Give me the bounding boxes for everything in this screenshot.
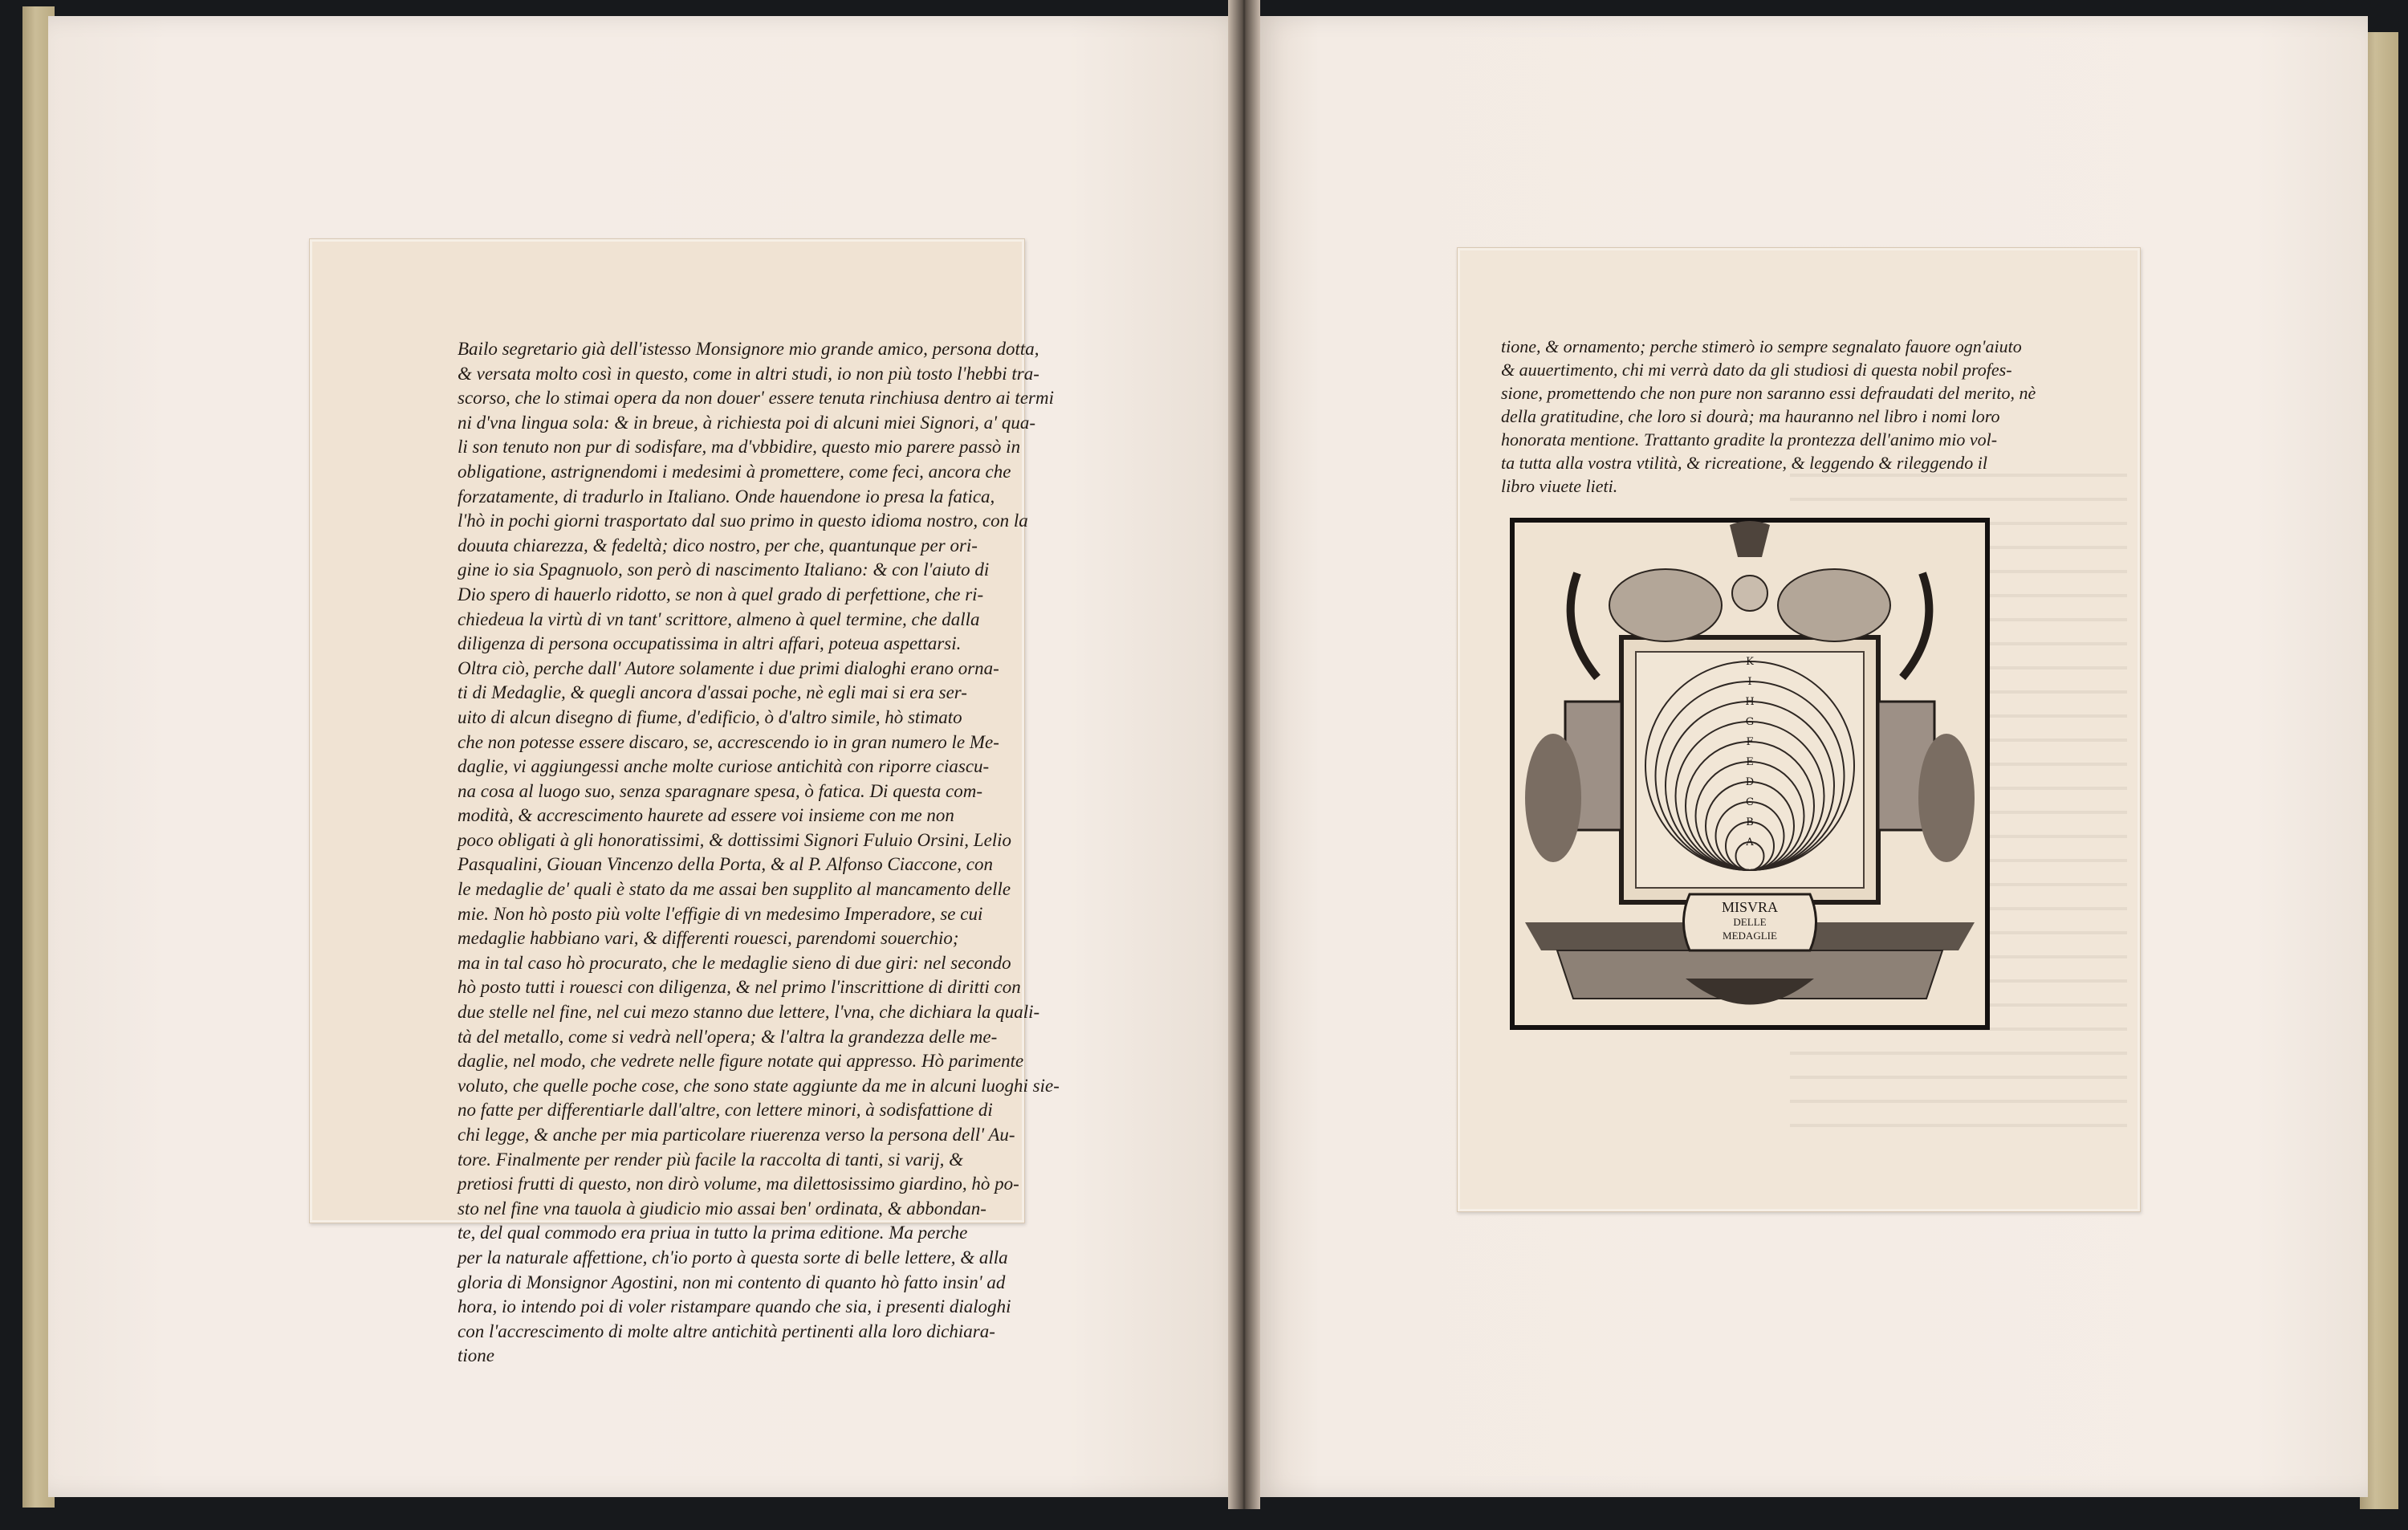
left-page-text-line: Dio spero di hauerlo ridotto, se non à quel grado di perfettione, che ri- [458,584,984,604]
left-page-text-line: pretiosi frutti di questo, non dirò volume, ma dilettosissimo giardino, hò po- [458,1174,1019,1194]
woodcut-measure-letter: D [1745,776,1755,788]
left-page-text-line: che non potesse essere discaro, se, accrescendo io in gran numero le Me- [458,731,999,752]
woodcut-left-putto [1609,569,1722,641]
right-page-text-line: tione, & ornamento; perche stimerò io sempre segnalato fauore ogn'aiuto [1501,336,2022,356]
left-page-text-line: poco obligati à gli honoratissimi, & dottissimi Signori Fuluio Orsini, Lelio [458,829,1012,850]
left-page-text-line: forzatamente, di tradurlo in Italiano. Onde hauendone io presa la fatica, [458,486,995,507]
woodcut-measure-letter: B [1746,816,1754,828]
woodcut-right-satyr [1918,734,1975,862]
left-page-text-line: tione [458,1345,494,1366]
left-page-text-line: chi legge, & anche per mia particolare riuerenza verso la persona dell' Au- [458,1125,1015,1145]
woodcut-measure-letter: A [1746,836,1754,848]
left-page-text-line: hò posto tutti i rouesci con diligenza, & nel primo l'inscrittione di diritti con [458,977,1021,998]
woodcut-cartouche-line: MISVRA [1721,899,1779,915]
left-page-text-line: daglie, vi aggiungessi anche molte curiose antichità con riporre ciascu- [458,756,990,777]
woodcut-cartouche-line: DELLE [1733,916,1767,928]
right-page-text-line: sione, promettendo che non pure non saranno essi defraudati del merito, nè [1501,383,2036,403]
left-page-text-line: na cosa al luogo suo, senza sparagnare spesa, ò fatica. Di questa com- [458,780,982,801]
left-page-text-line: gine io sia Spagnuolo, son però di nascimento Italiano: & con l'aiuto di [458,560,990,580]
left-page-text-line: tà del metallo, come si vedrà nell'opera; & l'altra la grandezza delle me- [458,1026,998,1047]
left-page-text-line: obligatione, astrignendomi i medesimi à promettere, come feci, ancora che [458,461,1011,482]
left-page-text-line: Oltra ciò, perche dall' Autore solamente i due primi dialoghi erano orna- [458,657,999,678]
left-page-text-line: sto nel fine vna tauola à giudicio mio assai ben' ordinata, & abbondan- [458,1198,986,1219]
left-page-text-line: no fatte per differentiarle dall'altre, con lettere minori, à sodisfattione di [458,1100,993,1121]
book-gutter [1228,0,1260,1509]
woodcut-left-satyr [1525,734,1581,862]
woodcut-measure-letter: K [1746,656,1754,668]
woodcut-measure-letter: I [1747,676,1752,688]
left-page-text-line: due stelle nel fine, nel cui mezo stanno due lettere, l'vna, che dichiara la quali- [458,1002,1040,1023]
left-page-text-line: le medaglie de' quali è stato da me assai ben supplito al mancamento delle [458,879,1011,900]
woodcut-measure-letter: H [1745,696,1755,708]
left-page-text-line: & versata molto così in questo, come in altri studi, io non più tosto l'hebbi tra- [458,363,1039,384]
woodcut-measure-letter: F [1746,736,1754,748]
left-page-text-line: medaglie habbiano vari, & differenti rouesci, parendomi souerchio; [458,928,959,949]
left-page-text-line: ni d'vna lingua sola: & in breue, à richiesta poi di alcuni miei Signori, a' qua- [458,412,1036,433]
right-page-text-line: honorata mentione. Trattanto gradite la prontezza dell'animo mio vol- [1501,429,1998,450]
left-page-text-line: tore. Finalmente per render più facile la raccolta di tanti, si varij, & [458,1149,964,1170]
left-page-text-line: scorso, che lo stimai opera da non douer' essere tenuta rinchiusa dentro ai termi [458,388,1054,409]
left-page-text-line: l'hò in pochi giorni trasportato dal suo primo in questo idioma nostro, con la [458,511,1028,531]
left-page-text-line: Bailo segretario già dell'istesso Monsignore mio grande amico, persona dotta, [458,339,1039,359]
left-page-text-line: hora, io intendo poi di voler ristampare quando che sia, i presenti dialoghi [458,1296,1011,1317]
right-page-text-line: della gratitudine, che loro si dourà; ma hauranno nel libro i nomi loro [1501,406,2000,426]
left-page-text-line: voluto, che quelle poche cose, che sono state aggiunte da me in alcuni luoghi sie- [458,1075,1060,1096]
right-page-text-line: & auuertimento, chi mi verrà dato da gli studiosi di questa nobil profes- [1501,360,2012,380]
left-page-text [458,337,1060,1369]
left-page-text-line: douuta chiarezza, & fedeltà; dico nostro, per che, quantunque per ori- [458,535,978,555]
left-page-text-line: chiedeua la virtù di vn tant' scrittore, almeno à quel termine, che dalla [458,608,980,629]
woodcut-measure-letter: E [1746,756,1754,768]
left-page-text-line: modità, & accrescimento haurete ad essere voi insieme con me non [458,805,954,826]
woodcut-cartouche-line: MEDAGLIE [1723,930,1777,942]
woodcut-measure-letter: C [1746,796,1754,808]
left-page-text-line: te, del qual commodo era priua in tutto la prima editione. Ma perche [458,1223,968,1243]
left-page-text-line: ma in tal caso hò procurato, che le medaglie sieno di due giri: nel secondo [458,952,1011,973]
left-page-text-line: per la naturale affettione, ch'io porto à questa sorte di belle lettere, & alla [458,1247,1008,1268]
right-page-text [1501,335,2036,498]
woodcut-face [1732,576,1767,611]
left-page-text-line: gloria di Monsignor Agostini, non mi contento di quanto hò fatto insin' ad [458,1272,1006,1292]
right-page-text-line: ta tutta alla vostra vtilità, & ricreatione, & leggendo & rileggendo il [1501,453,1987,473]
left-page-text-line: mie. Non hò posto più volte l'effigie di vn medesimo Imperadore, se cui [458,903,983,924]
left-page-text-line: diligenza di persona occupatissima in altri affari, poteua aspettarsi. [458,633,962,654]
woodcut-right-putto [1778,569,1890,641]
left-page-text-line: ti di Medaglie, & quegli ancora d'assai poche, nè egli mai si era ser- [458,682,967,703]
left-page-text-line: con l'accrescimento di molte altre antichità pertinenti alla loro dichiara- [458,1320,995,1341]
woodcut-measure-letter: G [1745,716,1755,728]
left-page-text-line: daglie, nel modo, che vedrete nelle figure notate qui appresso. Hò parimente [458,1051,1024,1072]
right-page-text-line: libro viuete lieti. [1501,476,1618,496]
left-page-text-line: Pasqualini, Giouan Vincenzo della Porta, & al P. Alfonso Ciaccone, con [458,854,993,875]
left-page-text-line: uito di alcun disegno di fiume, d'edificio, ò d'altro simile, hò stimato [458,706,962,727]
left-page-text-line: li son tenuto non pur di sodisfare, ma d'vbbidire, questo mio parere passò in [458,437,1021,458]
woodcut-medal-measure-illustration [1509,517,1991,1031]
